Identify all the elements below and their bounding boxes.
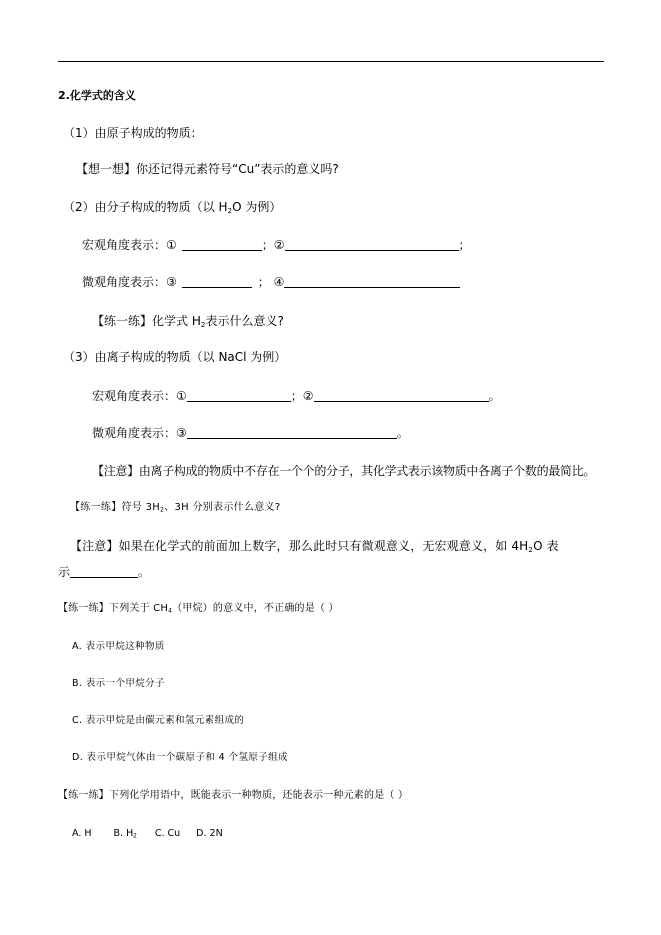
blank-7[interactable] bbox=[187, 426, 397, 439]
part3-note bbox=[92, 465, 595, 477]
think-tag: 【想一想】 bbox=[76, 162, 137, 176]
think-line bbox=[76, 163, 339, 175]
note2-line1-sub: 2 bbox=[528, 544, 534, 554]
part3-micro-label: 微观角度表示：③ bbox=[92, 426, 187, 440]
part3-macro-line bbox=[92, 389, 501, 402]
q2-option-c[interactable]: C. Cu bbox=[154, 828, 181, 839]
blank-1[interactable] bbox=[182, 238, 262, 251]
q1-option-c[interactable]: C. 表示甲烷是由碳元素和氢元素组成的 bbox=[72, 715, 245, 726]
q2-tag: 【练一练】 bbox=[58, 790, 109, 801]
blank-6[interactable] bbox=[314, 389, 489, 402]
practice2-tag: 【练一练】 bbox=[70, 502, 122, 513]
q1-stem-sub: 4 bbox=[168, 607, 173, 615]
q1-option-b[interactable]: B. 表示一个甲烷分子 bbox=[72, 678, 165, 689]
part2-macro-end: ； bbox=[458, 238, 471, 252]
note2-line2-end: 。 bbox=[138, 565, 151, 579]
part3-micro-end: 。 bbox=[396, 426, 409, 440]
q2-option-b-sub: 2 bbox=[133, 833, 137, 840]
q1-stem bbox=[58, 604, 339, 614]
part1-heading: （1）由原子构成的物质： bbox=[63, 126, 203, 140]
part3-note-text: 由离子构成的物质中不存在一个个的分子，其化学式表示该物质中各离子个数的最简比。 bbox=[138, 464, 596, 478]
note2-line1-pre: 如果在化学式的前面加上数字，那么此时只有微观意义，无宏观意义，如 4H bbox=[118, 539, 529, 553]
blank-8[interactable] bbox=[70, 565, 138, 578]
part2-practice-post: 表示什么意义? bbox=[205, 314, 284, 328]
note2-line2 bbox=[58, 565, 150, 578]
section-title: 2.化学式的含义 bbox=[58, 89, 136, 102]
q2-option-b-pre: B. H bbox=[113, 828, 134, 839]
q2-stem bbox=[58, 791, 408, 801]
part3-macro-end: 。 bbox=[488, 389, 501, 403]
part2-practice-tag: 【练一练】 bbox=[92, 314, 153, 328]
blank-5[interactable] bbox=[187, 389, 291, 402]
note2-tag: 【注意】 bbox=[70, 539, 119, 553]
part2-heading bbox=[63, 201, 281, 213]
part3-micro-line bbox=[92, 426, 409, 439]
blank-3[interactable] bbox=[182, 275, 252, 288]
q1-stem-post: （甲烷）的意义中，不正确的是（ ） bbox=[172, 603, 339, 614]
note2-line1 bbox=[70, 540, 559, 552]
part2-practice-line bbox=[92, 315, 284, 327]
practice2-pre: 符号 3H bbox=[121, 502, 161, 513]
q1-tag: 【练一练】 bbox=[58, 603, 109, 614]
part3-note-tag: 【注意】 bbox=[92, 464, 139, 478]
blank-2[interactable] bbox=[285, 238, 459, 251]
part3-heading: （3）由离子构成的物质（以 NaCl 为例） bbox=[63, 350, 287, 364]
part2-heading-post: O 为例） bbox=[232, 200, 282, 214]
header-rule bbox=[58, 61, 604, 62]
q2-option-b[interactable] bbox=[114, 828, 137, 839]
part3-macro-label: 宏观角度表示：① bbox=[92, 389, 187, 403]
blank-4[interactable] bbox=[284, 275, 460, 288]
practice2-line bbox=[70, 503, 280, 513]
note2-line1-post: O 表 bbox=[533, 539, 559, 553]
q1-option-a[interactable]: A. 表示甲烷这种物质 bbox=[72, 641, 165, 652]
q1-option-d[interactable]: D. 表示甲烷气体由一个碳原子和 4 个氢原子组成 bbox=[72, 752, 288, 763]
part2-micro-sep: ； ④ bbox=[257, 275, 285, 289]
q1-stem-pre: 下列关于 CH bbox=[109, 603, 169, 614]
part2-macro-line bbox=[82, 238, 471, 251]
part2-heading-pre: （2）由分子构成的物质（以 H bbox=[63, 200, 228, 214]
part2-practice-pre: 化学式 H bbox=[152, 314, 201, 328]
part2-heading-sub: 2 bbox=[227, 205, 233, 215]
q2-options bbox=[72, 829, 223, 839]
part2-macro-sep: ；② bbox=[261, 238, 285, 252]
think-text: 你还记得元素符号“Cu”表示的意义吗? bbox=[136, 162, 339, 176]
part3-macro-sep: ；② bbox=[290, 389, 314, 403]
q2-option-d[interactable]: D. 2N bbox=[196, 828, 223, 839]
part2-micro-line bbox=[82, 275, 460, 288]
part2-micro-label: 微观角度表示：③ bbox=[82, 275, 177, 289]
note2-line2-pre: 示 bbox=[58, 565, 71, 579]
q2-stem-text: 下列化学用语中，既能表示一种物质，还能表示一种元素的是（ ） bbox=[109, 790, 409, 801]
part2-macro-label: 宏观角度表示：① bbox=[82, 238, 177, 252]
part2-practice-sub: 2 bbox=[200, 319, 206, 329]
practice2-post: 、3H 分别表示什么意义? bbox=[164, 502, 281, 513]
q2-option-a[interactable]: A. H bbox=[72, 828, 92, 839]
practice2-sub: 2 bbox=[160, 506, 165, 514]
